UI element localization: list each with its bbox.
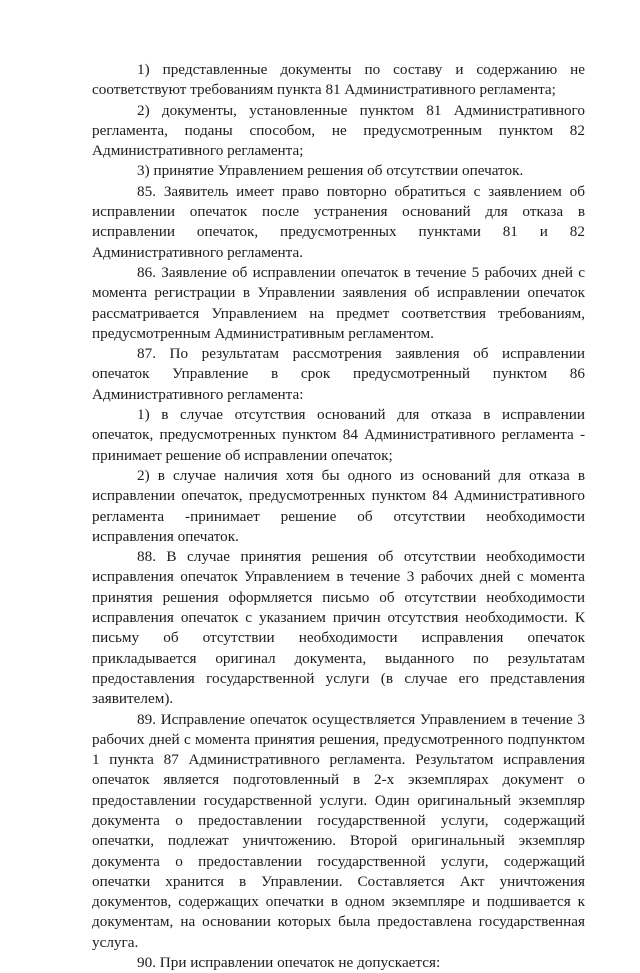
paragraph-90: 90. При исправлении опечаток не допускается: [137,954,441,972]
paragraph-item-3: 3) принятие Управлением решения об отсутствии опечаток. [137,162,524,180]
paragraph-88: 88. В случае принятия решения об отсутствии необходимости исправления опечаток Управлением в течение 3 рабочих дней с момента принятия решения оформляется письмо об отсутствии необходимости исправления опечаток с указанием причин отсутствия необходимости. К письму об отсутствии необходимости исправления опечаток прикладывается оригинал документа, выданного по результатам предоставления государственной услуги (в случае его представления заявителем). [92,548,585,708]
paragraph-89: 89. Исправление опечаток осуществляется Управлением в течение 3 рабочих дней с момента принятия решения, предусмотренного подпунктом 1 пункта 87 Административного регламента. Результатом исправления опечаток является подготовленный в 2-х экземплярах документ о предоставлении государственной услуги. Один оригинальный экземпляр документа о предоставлении государственной услуги, содержащий опечатки, подлежат уничтожению. Второй оригинальный экземпляр документа о предоставлении государственной услуги, содержащий опечатки хранится в Управлении. Составляется Акт уничтожения документов, содержащих опечатки в одном экземпляре и подшивается к документам, на основании которых была предоставлена государственная услуга. [92,710,585,951]
paragraph-87-item-1: 1) в случае отсутствия оснований для отказа в исправлении опечаток, предусмотренных пунктом 84 Административного регламента - принимает решение об исправлении опечаток; [92,406,585,464]
paragraph-item-1: 1) представленные документы по составу и содержанию не соответствуют требованиям пункта 81 Административного регламента; [92,61,585,99]
paragraph-85: 85. Заявитель имеет право повторно обратиться с заявлением об исправлении опечаток после устранения оснований для отказа в исправлении опечаток, предусмотренных пунктами 81 и 82 Административного регламента. [92,182,585,261]
paragraph-86: 86. Заявление об исправлении опечаток в течение 5 рабочих дней с момента регистрации в Управлении заявления об исправлении опечаток рассматривается Управлением на предмет соответствия требованиям, предусмотренным Административным регламентом. [92,263,585,342]
paragraph-item-2: 2) документы, установленные пунктом 81 Административного регламента, поданы способом, не предусмотренным пунктом 82 Административного регламента; [92,101,585,160]
paragraph-87-item-2: 2) в случае наличия хотя бы одного из оснований для отказа в исправлении опечаток, предусмотренных пунктом 84 Административного регламента -принимает решение об отсутствии необходимости исправления опечаток. [92,466,585,545]
paragraph-87: 87. По результатам рассмотрения заявления об исправлении опечаток Управление в срок предусмотренный пунктом 86 Административного регламента: [92,345,585,403]
